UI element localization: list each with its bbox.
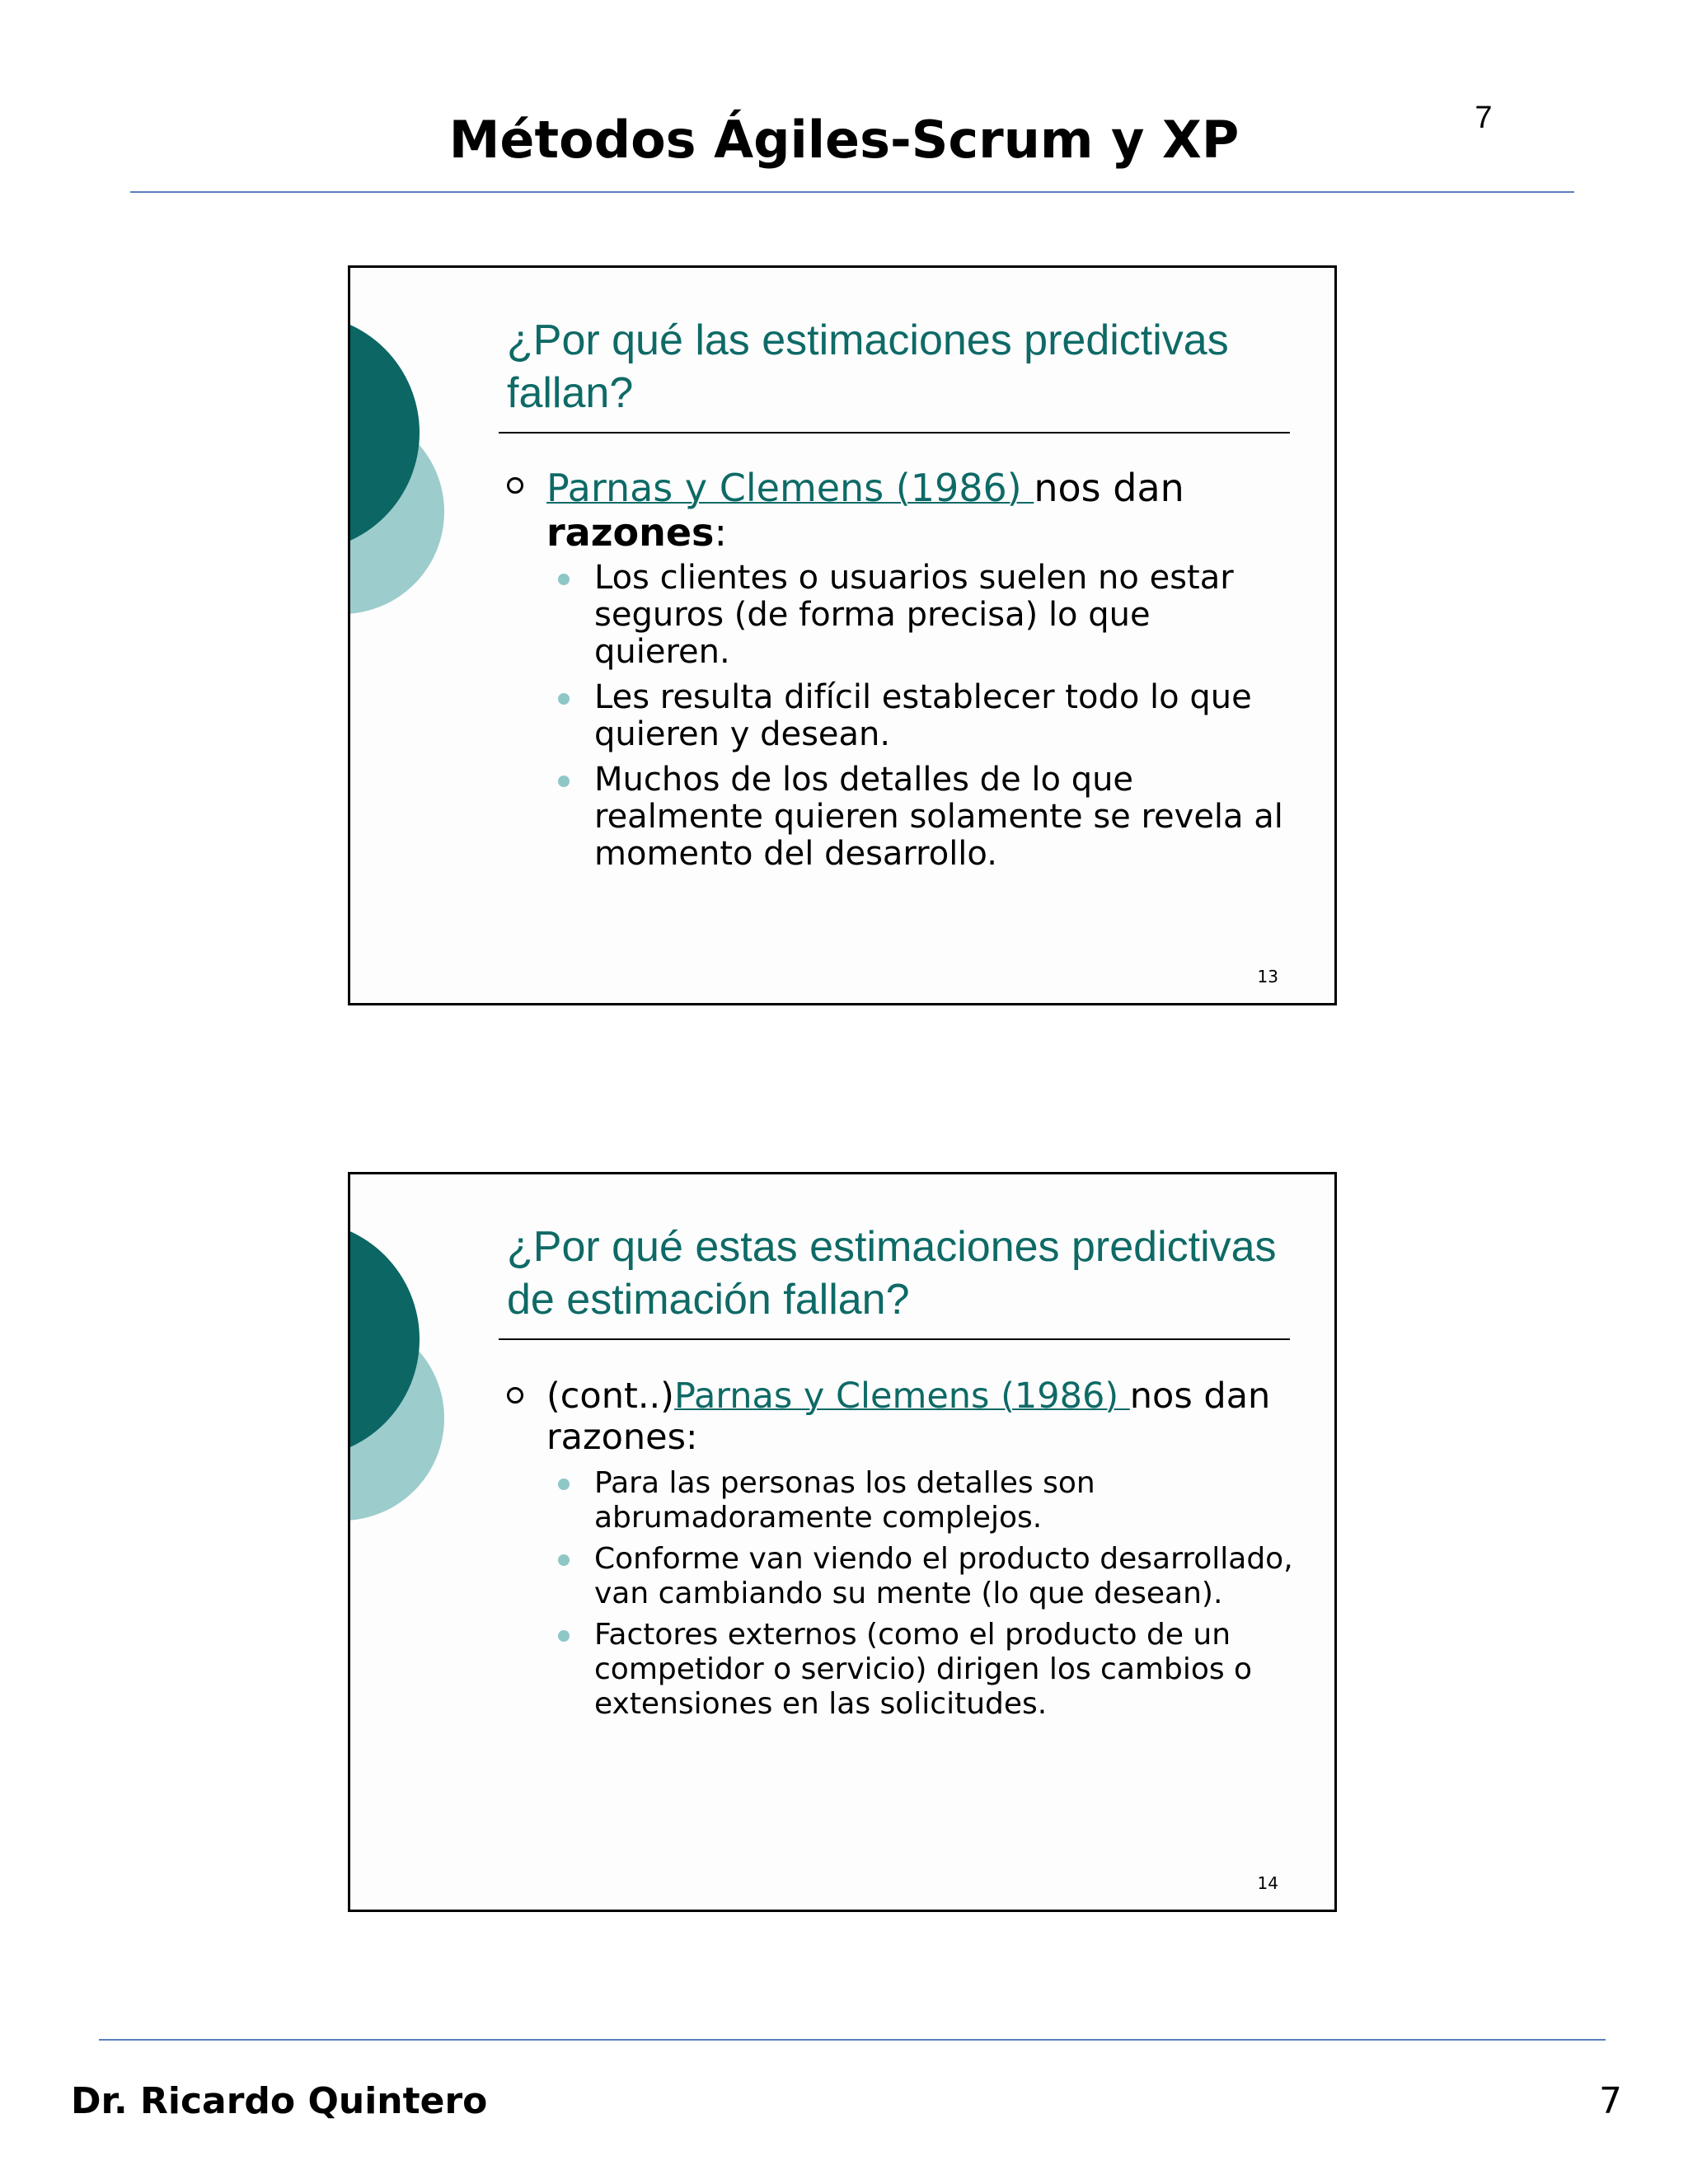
slide-number: 14 (1257, 1873, 1278, 1893)
slide-number: 13 (1257, 967, 1278, 987)
bullet-text: nos dan razones: (546, 1376, 1271, 1458)
footer-page-number: 7 (1599, 2080, 1622, 2122)
bullet-dot-icon (558, 776, 570, 787)
bullet-dot-icon (558, 574, 570, 585)
list-item: Factores externos (como el producto de un competidor o servicio) dirigen los cambios o extensiones en las solicitudes. (553, 1618, 1295, 1722)
list-item: Conforme van viendo el producto desarrollado, van cambiando su mente (lo que desean). (553, 1542, 1295, 1611)
bullet-suffix: : (714, 510, 727, 555)
main-bullet (507, 1376, 1298, 1458)
hollow-circle-bullet-icon (507, 477, 523, 494)
bullet-dot-icon (558, 1630, 570, 1642)
page-title: Métodos Ágiles-Scrum y XP (448, 110, 1240, 170)
footer-author: Dr. Ricardo Quintero (71, 2080, 488, 2122)
main-bullet (507, 466, 1298, 555)
list-item: Les resulta difícil establecer todo lo que quieren y desean. (553, 679, 1295, 753)
decorative-circles (350, 268, 515, 680)
bullet-dot-icon (558, 1479, 570, 1490)
sub-bullet-list (553, 1466, 1295, 1728)
bullet-prefix: (cont..) (546, 1376, 674, 1417)
slide-14 (348, 1172, 1337, 1912)
hollow-circle-bullet-icon (507, 1387, 523, 1404)
slide-title: ¿Por qué estas estimaciones predictivas de estimación fallan? (507, 1223, 1277, 1324)
reference-link[interactable]: Parnas y Clemens (1986) (546, 466, 1034, 510)
reference-link[interactable]: Parnas y Clemens (1986) (673, 1376, 1130, 1417)
header-page-number: 7 (1475, 101, 1493, 135)
decorative-circles (350, 1174, 515, 1586)
list-item: Los clientes o usuarios suelen no estar seguros (de forma precisa) lo que quieren. (553, 560, 1295, 671)
bullet-dot-icon (558, 693, 570, 705)
slide-title-divider (499, 1338, 1290, 1340)
footer-divider (99, 2039, 1606, 2041)
list-item: Para las personas los detalles son abrumadoramente complejos. (553, 1466, 1295, 1535)
slide-13 (348, 265, 1337, 1005)
sub-bullet-list (553, 560, 1295, 881)
slide-title: ¿Por qué las estimaciones predictivas fallan? (507, 316, 1229, 417)
bullet-text: nos dan (1034, 466, 1184, 510)
header-divider (130, 191, 1574, 193)
list-item: Muchos de los detalles de lo que realmente quieren solamente se revela al momento del desarrollo. (553, 762, 1295, 873)
bullet-bold-text: razones (546, 510, 715, 555)
slide-title-divider (499, 432, 1290, 434)
bullet-dot-icon (558, 1554, 570, 1566)
